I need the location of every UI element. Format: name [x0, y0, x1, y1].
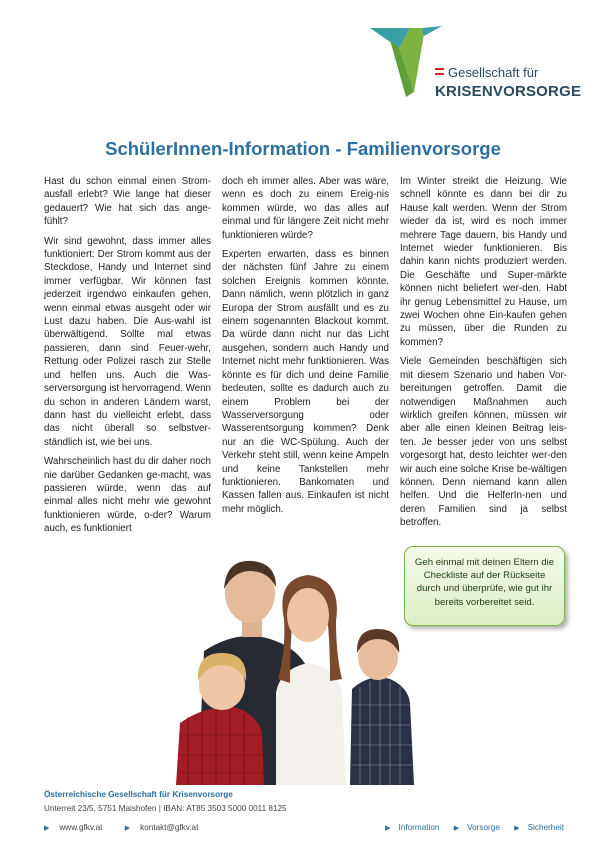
- tag-information: Information: [398, 823, 440, 832]
- paragraph: Hast du schon einmal einen Strom-ausfall erlebt? Wie lange hat dieser gedauert? Wie hat sich das ange-fühlt?: [44, 176, 211, 228]
- triangle-right-icon: ▶: [385, 825, 391, 832]
- triangle-right-icon: ▶: [124, 825, 131, 832]
- paragraph: Wahrscheinlich hast du dir daher noch nie darüber Gedanken ge-macht, was passieren würde, wenn das auf einmal alles nicht mehr wie gewohnt funktionieren würde, o-der? Warum auch, es funktioniert: [44, 456, 211, 535]
- footer-address: Unterreit 23/5, 5751 Maishofen | IBAN: AT85 3503 5000 0011 8125: [44, 804, 287, 813]
- checklist-callout: Geh einmal mit deinen Eltern die Checkliste auf der Rückseite durch und überprüfe, wie gut ihr bereits vorbereitet seid.: [404, 546, 565, 626]
- text-column-2: [222, 175, 389, 522]
- paragraph: Im Winter streikt die Heizung. Wie schnell könnte es dann bei dir zu Hause kalt werden. Wenn der Strom wieder da ist, wird es noch immer mehrere Tage dauern, bis Handy und Internet wieder funktionieren. Bis dahin kann nichts produziert werden. Die Geschäfte und Super-märkte können nicht beliefert wer-den. Habt ihr genug Lebensmittel zu Hause, um zwei Wochen ohne Ein-kaufen gehen zu müssen, über die Runden zu kommen?: [400, 176, 567, 348]
- family-photo: [158, 555, 448, 785]
- paragraph: doch eh immer alles. Aber was wäre, wenn es doch zu einem Ereig-nis kommen würde, wo das alles auf einmal und für längere Zeit nicht mehr funktionieren würde?: [222, 176, 389, 241]
- logo-mark-icon: [366, 22, 446, 102]
- triangle-right-icon: ▶: [44, 825, 50, 832]
- triangle-right-icon: ▶: [453, 825, 460, 832]
- paragraph: Experten erwarten, dass es binnen der nächsten fünf Jahre zu einem solchen Ereignis kommen könnte. Dann nämlich, wenn plötzlich in ganz Europa der Strom ausfällt und es zu einem sogenannten Blackout kommt. Da würde dann nicht nur das Licht ausgehen, sondern auch Handy und Internet nicht mehr funktionieren. Was könnte es für dich und deine Familie bedeuten, sollte es dadurch auch zu einem Problem bei der Wasserversorgung oder Wasserentsorgung kommen? Denk nur an die WC-Spülung. Auch der Verkehr steht still, wenn keine Ampeln und keine Tankstellen mehr funktionieren. Bankomaten und Kassen fallen aus. Einkaufen ist nicht mehr möglich.: [222, 249, 389, 515]
- text-column-3: [400, 175, 567, 536]
- website-link[interactable]: www.gfkv.at: [59, 823, 103, 832]
- text-column-1: [44, 175, 211, 542]
- page-title: SchülerInnen-Information - Familienvorsorge: [105, 138, 501, 159]
- triangle-right-icon: ▶: [514, 825, 520, 832]
- paragraph: Wir sind gewohnt, dass immer alles funktioniert: Der Strom kommt aus der Steckdose, Handy und Internet sind immer verfügbar. Wir können fast jederzeit irgendwo einkaufen gehen, wenn einmal etwas ausgeht oder wir Lust dazu haben. Die Aus-wahl ist überwältigend. Sollte mal etwas passieren, dann sind Feuer-wehr, Rettung oder Polizei rasch zur Stelle und helfen uns. Auch die Was-serversorgung ist hervorragend. Wenn du schon in anderen Ländern warst, dann hast du vielleicht erlebt, dass das nicht überall so selbstver-ständlich ist, wie bei uns.: [44, 235, 211, 448]
- footer-tags: [373, 823, 564, 832]
- gfkv-logo: [366, 22, 596, 102]
- email-link[interactable]: kontakt@gfkv.at: [140, 823, 199, 832]
- tag-vorsorge: Vorsorge: [467, 823, 500, 832]
- austria-flag-icon: [435, 68, 444, 75]
- paragraph: Viele Gemeinden beschäftigen sich mit diesem Szenario und haben Vor-bereitungen getroffen. Damit die notwendigen Maßnahmen auch wirklich greifen können, müssen wir aber alle einen kleinen Beitrag leis-ten. Je besser jeder von uns selbst vorgesorgt hat, desto leichter wer-den wir auch eine solche Krise be-wältigen können. Denn niemand kann allen helfen. Und die HelferIn-nen und deren Familien sind ja selbst betroffen.: [400, 356, 567, 529]
- footer-org-name: Österreichische Gesellschaft für Krisenvorsorge: [44, 790, 233, 799]
- tag-sicherheit: Sicherheit: [527, 823, 564, 832]
- brand-line-1: Gesellschaft für: [448, 65, 539, 80]
- brand-line-2: KRISENVORSORGE: [435, 83, 582, 100]
- body-text: [44, 175, 566, 535]
